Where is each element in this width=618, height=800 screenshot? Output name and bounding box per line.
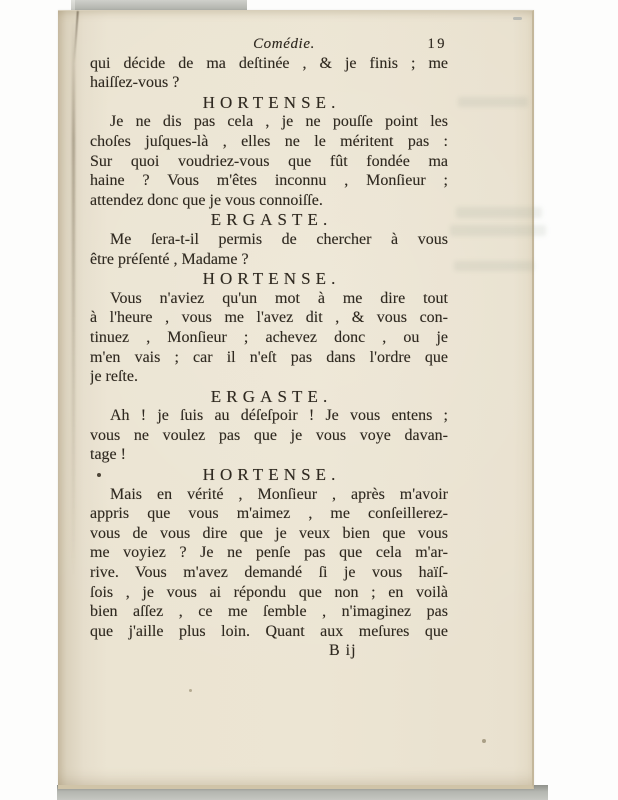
text-line: Je ne dis pas cela , je ne pouſſe point les — [110, 113, 448, 131]
showthrough-mark — [458, 97, 528, 107]
text-line: m'en vais ; car il n'eſt pas dans l'ordre que — [90, 348, 448, 366]
speaker-heading: ERGASTE. — [210, 210, 333, 230]
text-line: vous de vous dire que je veux bien que vous — [90, 524, 448, 542]
speaker-heading: HORTENSE. — [202, 269, 341, 289]
text-line: appris que vous m'aimez , me conſeillerez- — [90, 505, 448, 523]
gutter-crease — [72, 17, 75, 577]
text-line: Mais en vérité , Monſieur , après m'avoir — [110, 485, 448, 503]
text-line: attendez donc que je vous connoiſſe. — [90, 191, 323, 209]
speaker-heading: HORTENSE. — [202, 92, 341, 112]
text-line: ſois , je vous ai répondu que non ; en voilà — [90, 583, 448, 601]
book-page — [58, 10, 534, 789]
running-title: Comédie. — [253, 36, 315, 52]
text-line: bien aſſez , ce me ſemble , n'imaginez pas — [90, 603, 448, 621]
showthrough-mark — [456, 207, 542, 218]
text-line: vous ne voulez pas que je vous voye davan- — [90, 426, 448, 444]
showthrough-mark — [454, 261, 534, 271]
text-line: qui décide de ma deſtinée , & je finis ; me — [90, 54, 448, 72]
speaker-heading: HORTENSE. — [202, 465, 341, 485]
text-line: que j'aille plus loin. Quant aux meſures que — [90, 622, 448, 640]
text-line: être préſenté , Madame ? — [90, 250, 249, 268]
text-line: Me ſera-t-il permis de chercher à vous — [110, 230, 448, 248]
page-number: 19 — [427, 36, 447, 52]
text-line: Ah ! je ſuis au déſeſpoir ! Je vous entens ; — [110, 407, 448, 425]
text-line: Vous n'aviez qu'un mot à me dire tout — [110, 289, 448, 307]
text-line: à l'heure , vous me l'avez dit , & vous con- — [90, 309, 448, 327]
text-lines — [90, 54, 448, 661]
text-line: tage ! — [90, 446, 126, 464]
page-header — [90, 34, 448, 54]
page-speck — [482, 739, 486, 743]
text-line: me voyiez ? Je ne penſe pas que cela m'ar- — [90, 544, 448, 562]
text-line: haine ? Vous m'êtes inconnu , Monſieur ; — [90, 172, 448, 190]
speaker-heading: ERGASTE. — [210, 386, 333, 406]
showthrough-mark — [450, 225, 546, 236]
page-speck — [513, 17, 522, 20]
text-line: rive. Vous m'avez demandé ſi je vous haïſ- — [90, 564, 448, 582]
text-block — [90, 34, 448, 661]
text-line: choſes juſques-là , elles ne le méritent pas : — [90, 132, 448, 150]
text-line: je reſte. — [90, 368, 138, 386]
text-line: tinuez , Monſieur ; achevez donc , ou je — [90, 328, 448, 346]
signature-mark: B ij — [329, 642, 357, 660]
text-line: Sur quoi voudriez-vous que fût fondée ma — [90, 152, 448, 170]
text-line: haiſſez-vous ? — [90, 74, 180, 92]
page-speck — [189, 689, 192, 692]
